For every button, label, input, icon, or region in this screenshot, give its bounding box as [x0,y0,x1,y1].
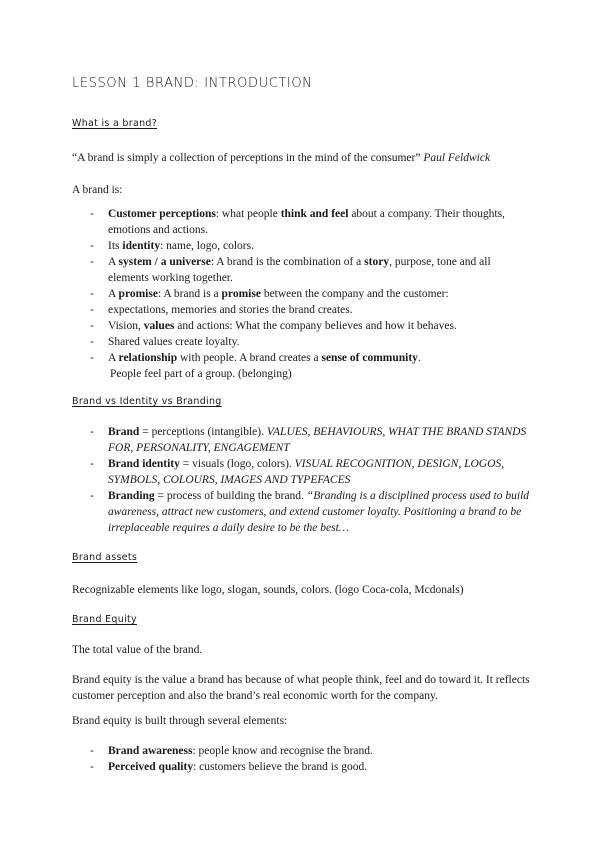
item-text: = visuals (logo, colors). [179,458,295,470]
bold-term: think and feel [280,208,349,220]
brand-vs-list [72,424,532,536]
bold-term: sense of community [321,352,418,364]
item-text: : name, logo, colors. [160,240,254,252]
item-text: between the company and the customer: [260,288,449,300]
bold-term: Branding [108,490,155,502]
bold-term: relationship [118,352,178,364]
item-text: Shared values create loyalty. [108,336,240,348]
item-text: : what people [215,208,281,220]
heading-brand-vs-identity: Brand vs Identity vs Branding [72,396,222,407]
bullet-dash: - [90,336,94,348]
bold-term: identity [122,240,161,252]
italic-text: “Branding is a disciplined process used to build awareness, attract new customers, and extend customer loyalty. Positioning a brand to be irreplaceable requires a daily desire to be the best… [108,490,530,534]
list-item-continuation [72,366,532,382]
bold-term: Brand [108,426,140,438]
item-text: expectations, memories and stories the brand creates. [108,304,353,316]
item-text: A [108,288,119,300]
item-text: A [108,256,119,268]
bold-term: system / a universe [118,256,211,268]
brand-equity-p2: Brand equity is the value a brand has because of what people think, feel and do toward it. It reflects customer perception and also the brand’s real economic worth for the company. [72,674,530,702]
bullet-dash: - [90,745,94,757]
item-text: . [417,352,421,364]
list-item [72,743,532,759]
item-text: : A brand is a [157,288,222,300]
item-text: : people know and recognise the brand. [192,745,373,757]
item-text: = perceptions (intangible). [139,426,267,438]
heading-brand-assets: Brand assets [72,552,138,563]
list-item [72,238,532,254]
bullet-dash: - [90,352,94,364]
page-title: LESSON 1 BRAND: INTRODUCTION [72,75,313,92]
brand-is-intro: A brand is: [72,184,123,196]
bullet-dash: - [90,458,94,470]
bullet-dash: - [90,288,94,300]
item-text: with people. A brand creates a [177,352,322,364]
bold-term: Customer perceptions [108,208,216,220]
item-text: about a company. Their thoughts, emotions and actions. [108,208,505,236]
bold-term: Perceived quality [108,761,194,773]
item-text: and actions: What the company believes and how it behaves. [174,320,457,332]
bullet-dash: - [90,256,94,268]
bold-term: promise [221,288,261,300]
bold-term: promise [118,288,158,300]
item-text: People feel part of a group. (belonging) [110,368,292,380]
list-item [72,424,532,456]
bullet-dash: - [90,761,94,773]
item-text: = process of building the brand. [154,490,307,502]
item-text: , purpose, tone and all elements working together. [108,256,491,284]
heading-brand-equity: Brand Equity [72,614,137,625]
italic-text: VISUAL RECOGNITION, DESIGN, LOGOS, SYMBOLS, COLOURS, IMAGES AND TYPEFACES [108,458,505,486]
list-item [72,488,532,536]
list-item [72,286,532,302]
brand-equity-list [72,743,532,775]
list-item [72,302,532,318]
bold-term: Brand awareness [108,745,193,757]
bullet-dash: - [90,490,94,502]
item-text: A [108,352,119,364]
bullet-dash: - [90,304,94,316]
quote-author: Paul Feldwick [423,152,491,164]
brand-is-list [72,206,532,382]
item-text: : A brand is the combination of a [210,256,365,268]
brand-equity-p3: Brand equity is built through several elements: [72,715,288,727]
brand-assets-text: Recognizable elements like logo, slogan, sounds, colors. (logo Coca-cola, Mcdonals) [72,584,464,596]
list-item [72,318,532,334]
list-item [72,759,532,775]
bullet-dash: - [90,320,94,332]
list-item [72,334,532,350]
item-text: : customers believe the brand is good. [193,761,368,773]
bullet-dash: - [90,426,94,438]
quote-paragraph [72,150,542,166]
bold-term: values [143,320,175,332]
list-item [72,254,532,286]
list-item [72,206,532,238]
quote-text: “A brand is simply a collection of perceptions in the mind of the consumer” [72,152,421,164]
italic-text: VALUES, BEHAVIOURS, WHAT THE BRAND STANDS FOR, PERSONALITY, ENGAGEMENT [108,426,527,454]
list-item [72,456,532,488]
item-text: Its [108,240,123,252]
brand-equity-p1: The total value of the brand. [72,644,203,656]
bullet-dash: - [90,208,94,220]
heading-what-is-brand: What is a brand? [72,118,158,129]
item-text: Vision, [108,320,144,332]
bullet-dash: - [90,240,94,252]
list-item [72,350,532,366]
bold-term: story [364,256,390,268]
bold-term: Brand identity [108,458,180,470]
